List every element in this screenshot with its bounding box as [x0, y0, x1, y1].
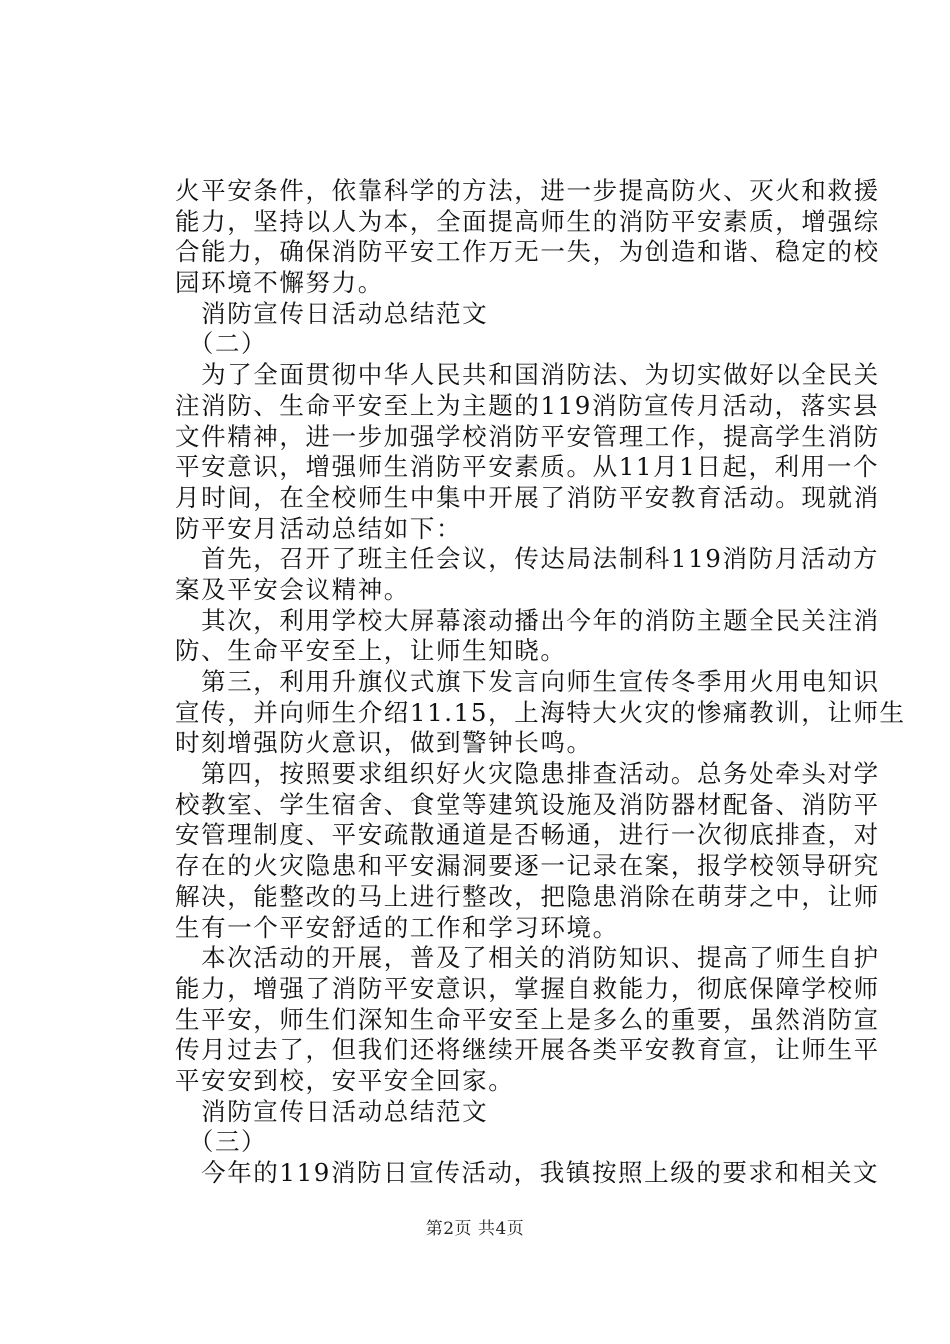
document-body	[175, 176, 906, 1189]
text-line: 生有一个平安舒适的工作和学习环境。	[175, 912, 619, 942]
text-line: 能力，坚持以人为本，全面提高师生的消防平安素质，增强综	[175, 206, 880, 236]
text-line: 第四，按照要求组织好火灾隐患排查活动。总务处牵头对学	[175, 759, 880, 789]
text-line: 文件精神，进一步加强学校消防平安管理工作，提高学生消防	[175, 421, 880, 451]
text-line: 存在的火灾隐患和平安漏洞要逐一记录在案，报学校领导研究	[175, 851, 880, 881]
text-line: 能力，增强了消防平安意识，掌握自救能力，彻底保障学校师	[175, 973, 880, 1003]
text-line: 防、生命平安至上，让师生知晓。	[175, 636, 567, 666]
text-line: 宣传，并向师生介绍11.15，上海特大火灾的惨痛教训，让师生	[175, 697, 906, 727]
text-line: 校教室、学生宿舍、食堂等建筑设施及消防器材配备、消防平	[175, 789, 880, 819]
text-line: 本次活动的开展，普及了相关的消防知识、提高了师生自护	[175, 943, 880, 973]
text-line: 生平安，师生们深知生命平安至上是多么的重要，虽然消防宣	[175, 1004, 880, 1034]
section-title: 消防宣传日活动总结范文	[175, 1096, 489, 1126]
text-line: 时刻增强防火意识，做到警钟长鸣。	[175, 728, 593, 758]
text-line: 其次，利用学校大屏幕滚动播出今年的消防主题全民关注消	[175, 605, 880, 635]
section-number: （三）	[175, 1127, 268, 1157]
text-line: 案及平安会议精神。	[175, 574, 410, 604]
text-line: 注消防、生命平安至上为主题的119消防宣传月活动，落实县	[175, 390, 880, 420]
text-line: 首先，召开了班主任会议，传达局法制科119消防月活动方	[175, 544, 880, 574]
text-line: 解决，能整改的马上进行整改，把隐患消除在萌芽之中，让师	[175, 881, 880, 911]
text-line: 园环境不懈努力。	[175, 268, 384, 298]
text-line: 平安安到校，安平安全回家。	[175, 1065, 515, 1095]
text-line: 合能力，确保消防平安工作万无一失，为创造和谐、稳定的校	[175, 237, 880, 267]
text-line: 安管理制度、平安疏散通道是否畅通，进行一次彻底排查，对	[175, 820, 880, 850]
text-line: 防平安月活动总结如下：	[175, 513, 463, 543]
text-line: 平安意识，增强师生消防平安素质。从11月1日起，利用一个	[175, 452, 880, 482]
text-line: 为了全面贯彻中华人民共和国消防法、为切实做好以全民关	[175, 360, 880, 390]
page-indicator: 第2页 共4页	[425, 1219, 525, 1239]
section-title: 消防宣传日活动总结范文	[175, 298, 489, 328]
page-footer	[0, 1214, 950, 1239]
text-line: 传月过去了，但我们还将继续开展各类平安教育宣，让师生平	[175, 1035, 880, 1065]
text-line: 今年的119消防日宣传活动，我镇按照上级的要求和相关文	[175, 1158, 880, 1187]
text-line: 第三，利用升旗仪式旗下发言向师生宣传冬季用火用电知识	[175, 667, 880, 696]
text-line: 月时间，在全校师生中集中开展了消防平安教育活动。现就消	[175, 482, 880, 512]
section-number: （二）	[175, 329, 268, 359]
text-line: 火平安条件，依靠科学的方法，进一步提高防火、灭火和救援	[175, 176, 880, 205]
